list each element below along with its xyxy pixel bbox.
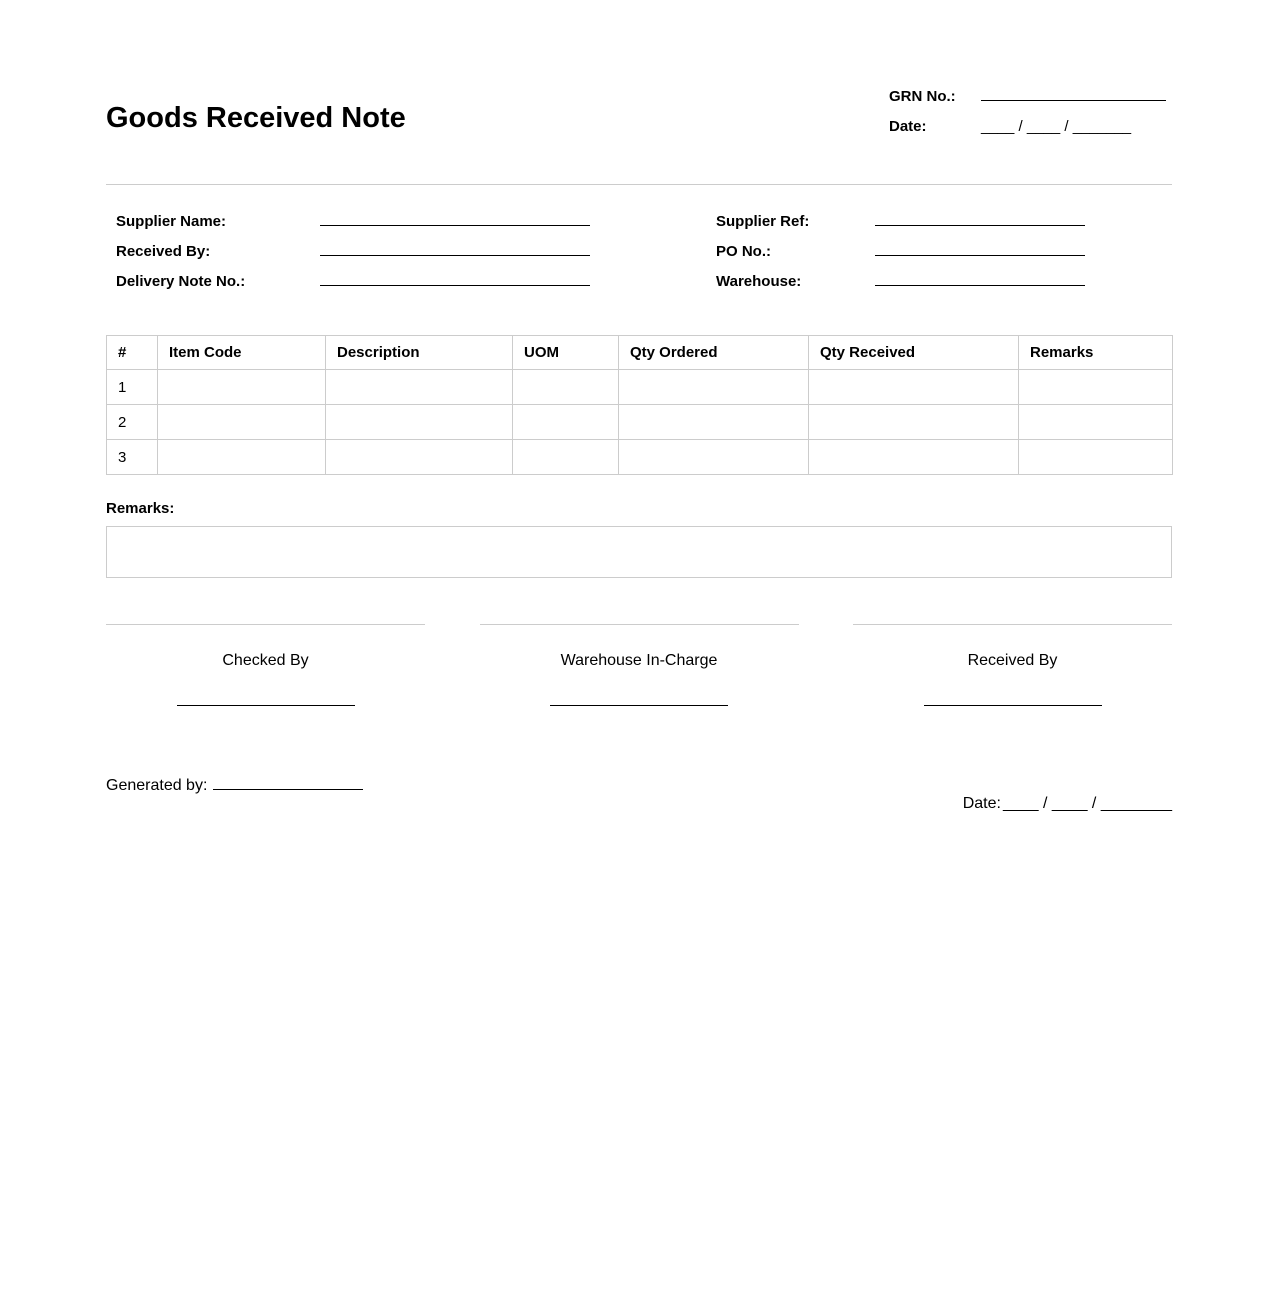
delivery-note-no-row [106,273,590,303]
remarks-label: Remarks: [106,500,175,517]
fields-right-column [716,213,1085,303]
po-no-blank [875,255,1085,256]
uom-cell [513,440,619,475]
generated-by-block [106,777,363,795]
col-header-description: Description [326,336,513,370]
signature-line [924,705,1102,706]
warehouse-row [716,273,1085,303]
item-code-cell [158,405,326,440]
col-header-qty-ordered: Qty Ordered [619,336,809,370]
signature-checked-by [106,624,425,711]
signature-label: Checked By [222,652,309,669]
received-by-blank [320,255,590,256]
description-cell [326,370,513,405]
delivery-note-no-blank [320,285,590,286]
supplier-name-blank [320,225,590,226]
date-blank: ____ / ____ / _______ [981,118,1132,135]
table-row [107,405,1173,440]
remarks-cell [1019,405,1173,440]
qty-received-cell [809,370,1019,405]
footer-row [106,777,1172,831]
grn-no-blank [981,100,1166,101]
grn-no-label: GRN No.: [889,88,956,105]
qty-ordered-cell [619,440,809,475]
generated-by-blank [213,789,363,790]
description-cell [326,405,513,440]
items-table [106,335,1173,475]
item-code-cell [158,440,326,475]
supplier-ref-label: Supplier Ref: [716,213,810,230]
meta-block [889,88,1172,148]
description-cell [326,440,513,475]
row-num-cell: 2 [107,405,158,440]
header-divider [106,184,1172,185]
generated-by-label: Generated by: [106,777,208,794]
signature-line [550,705,728,706]
received-by-label: Received By: [116,243,211,260]
col-header-uom: UOM [513,336,619,370]
table-row [107,370,1173,405]
uom-cell [513,370,619,405]
form-header [106,88,1172,148]
grn-no-row [889,88,1172,118]
items-table-header-row [107,336,1173,370]
signature-section [106,624,1172,711]
signature-warehouse-in-charge [480,624,799,711]
remarks-cell [1019,440,1173,475]
date-label: Date: [889,118,927,135]
warehouse-label: Warehouse: [716,273,802,290]
date-row [889,118,1172,148]
row-num-cell: 1 [107,370,158,405]
footer-date-block [927,777,1172,831]
remarks-cell [1019,370,1173,405]
page-title: Goods Received Note [106,102,406,134]
po-no-row [716,243,1085,273]
col-header-num: # [107,336,158,370]
col-header-item-code: Item Code [158,336,326,370]
col-header-qty-received: Qty Received [809,336,1019,370]
signature-label: Warehouse In-Charge [560,652,718,669]
supplier-name-label: Supplier Name: [116,213,227,230]
uom-cell [513,405,619,440]
qty-received-cell [809,440,1019,475]
signature-label: Received By [967,652,1058,669]
footer-date-label: Date: [962,795,1001,812]
qty-ordered-cell [619,405,809,440]
qty-ordered-cell [619,370,809,405]
fields-section [106,213,1172,303]
table-row [107,440,1173,475]
delivery-note-no-label: Delivery Note No.: [116,273,246,290]
col-header-remarks: Remarks [1019,336,1173,370]
remarks-box [106,526,1172,578]
supplier-ref-row [716,213,1085,243]
row-num-cell: 3 [107,440,158,475]
qty-received-cell [809,405,1019,440]
received-by-row [106,243,590,273]
po-no-label: PO No.: [716,243,771,260]
signature-received-by [853,624,1172,711]
supplier-name-row [106,213,590,243]
item-code-cell [158,370,326,405]
signature-line [177,705,355,706]
supplier-ref-blank [875,225,1085,226]
fields-left-column [106,213,590,303]
warehouse-blank [875,285,1085,286]
footer-date-blank: ____ / ____ / ________ [1002,795,1172,812]
